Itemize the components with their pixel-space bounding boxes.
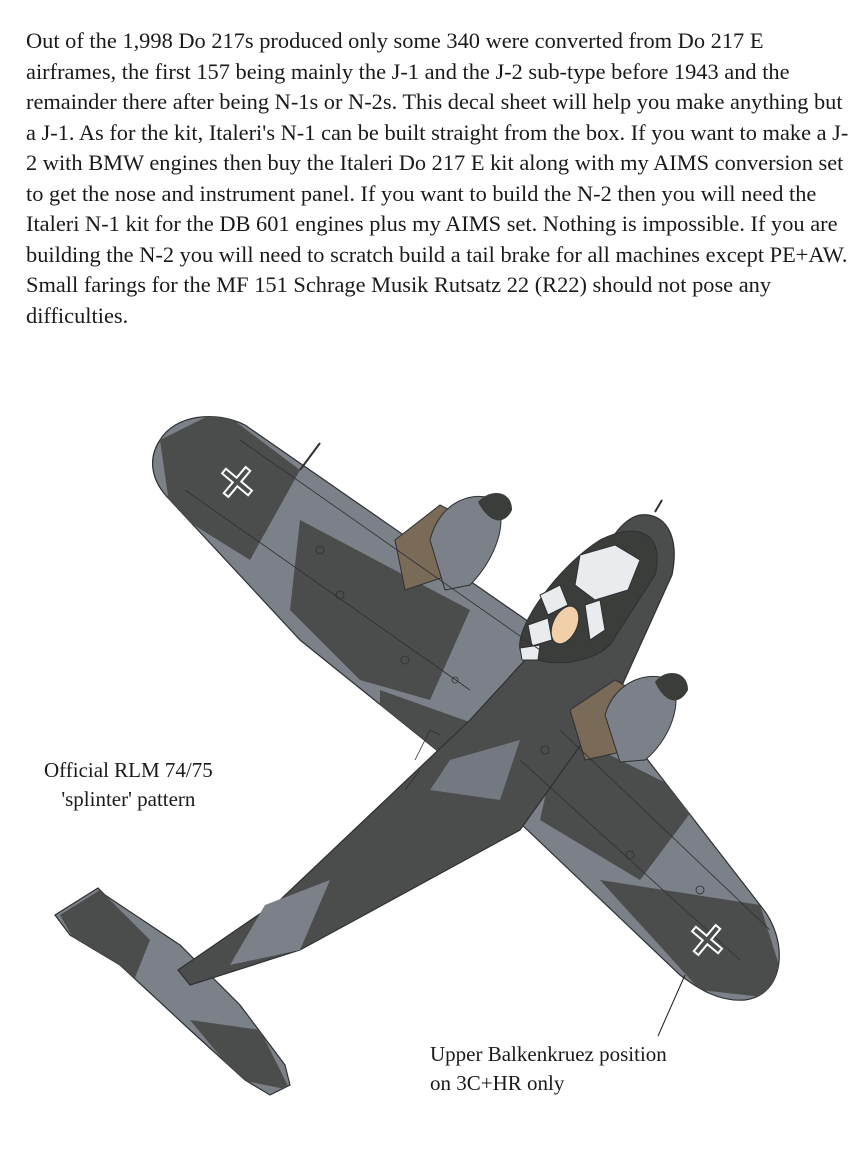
- intro-paragraph: Out of the 1,998 Do 217s produced only some 340 were converted from Do 217 E airframes, the first 157 being mainly the J-1 and the J-2 sub-type before 1943 and the remainder there after being N-1s or N-2s. This decal sheet will help you make anything but a J-1. As for the kit, Italeri's N-1 can be built straight from the box. If you want to make a J-2 with BMW engines then buy the Italeri Do 217 E kit along with my AIMS conversion set to get the nose and instrument panel. If you want to build the N-2 then you will need the Italeri N-1 kit for the DB 601 engines plus my AIMS set. Nothing is impossible. If you are building the N-2 you will need to scratch build a tail brake for all machines except PE+AW. Small farings for the MF 151 Schrage Musik Rutsatz 22 (R22) should not pose any difficulties.: [26, 28, 849, 328]
- caption-line: 'splinter' pattern: [61, 787, 196, 811]
- caption-line: Upper Balkenkruez position: [430, 1042, 667, 1066]
- caption-line: on 3C+HR only: [430, 1071, 565, 1095]
- antenna-nose: [655, 500, 662, 512]
- balkenkreuz-caption: [430, 1040, 667, 1098]
- balkenkreuz-leader-line: [658, 975, 685, 1036]
- caption-line: Official RLM 74/75: [44, 758, 213, 782]
- splinter-pattern-caption: [44, 756, 213, 814]
- antenna-wing: [300, 443, 320, 470]
- engine-port: [395, 493, 512, 590]
